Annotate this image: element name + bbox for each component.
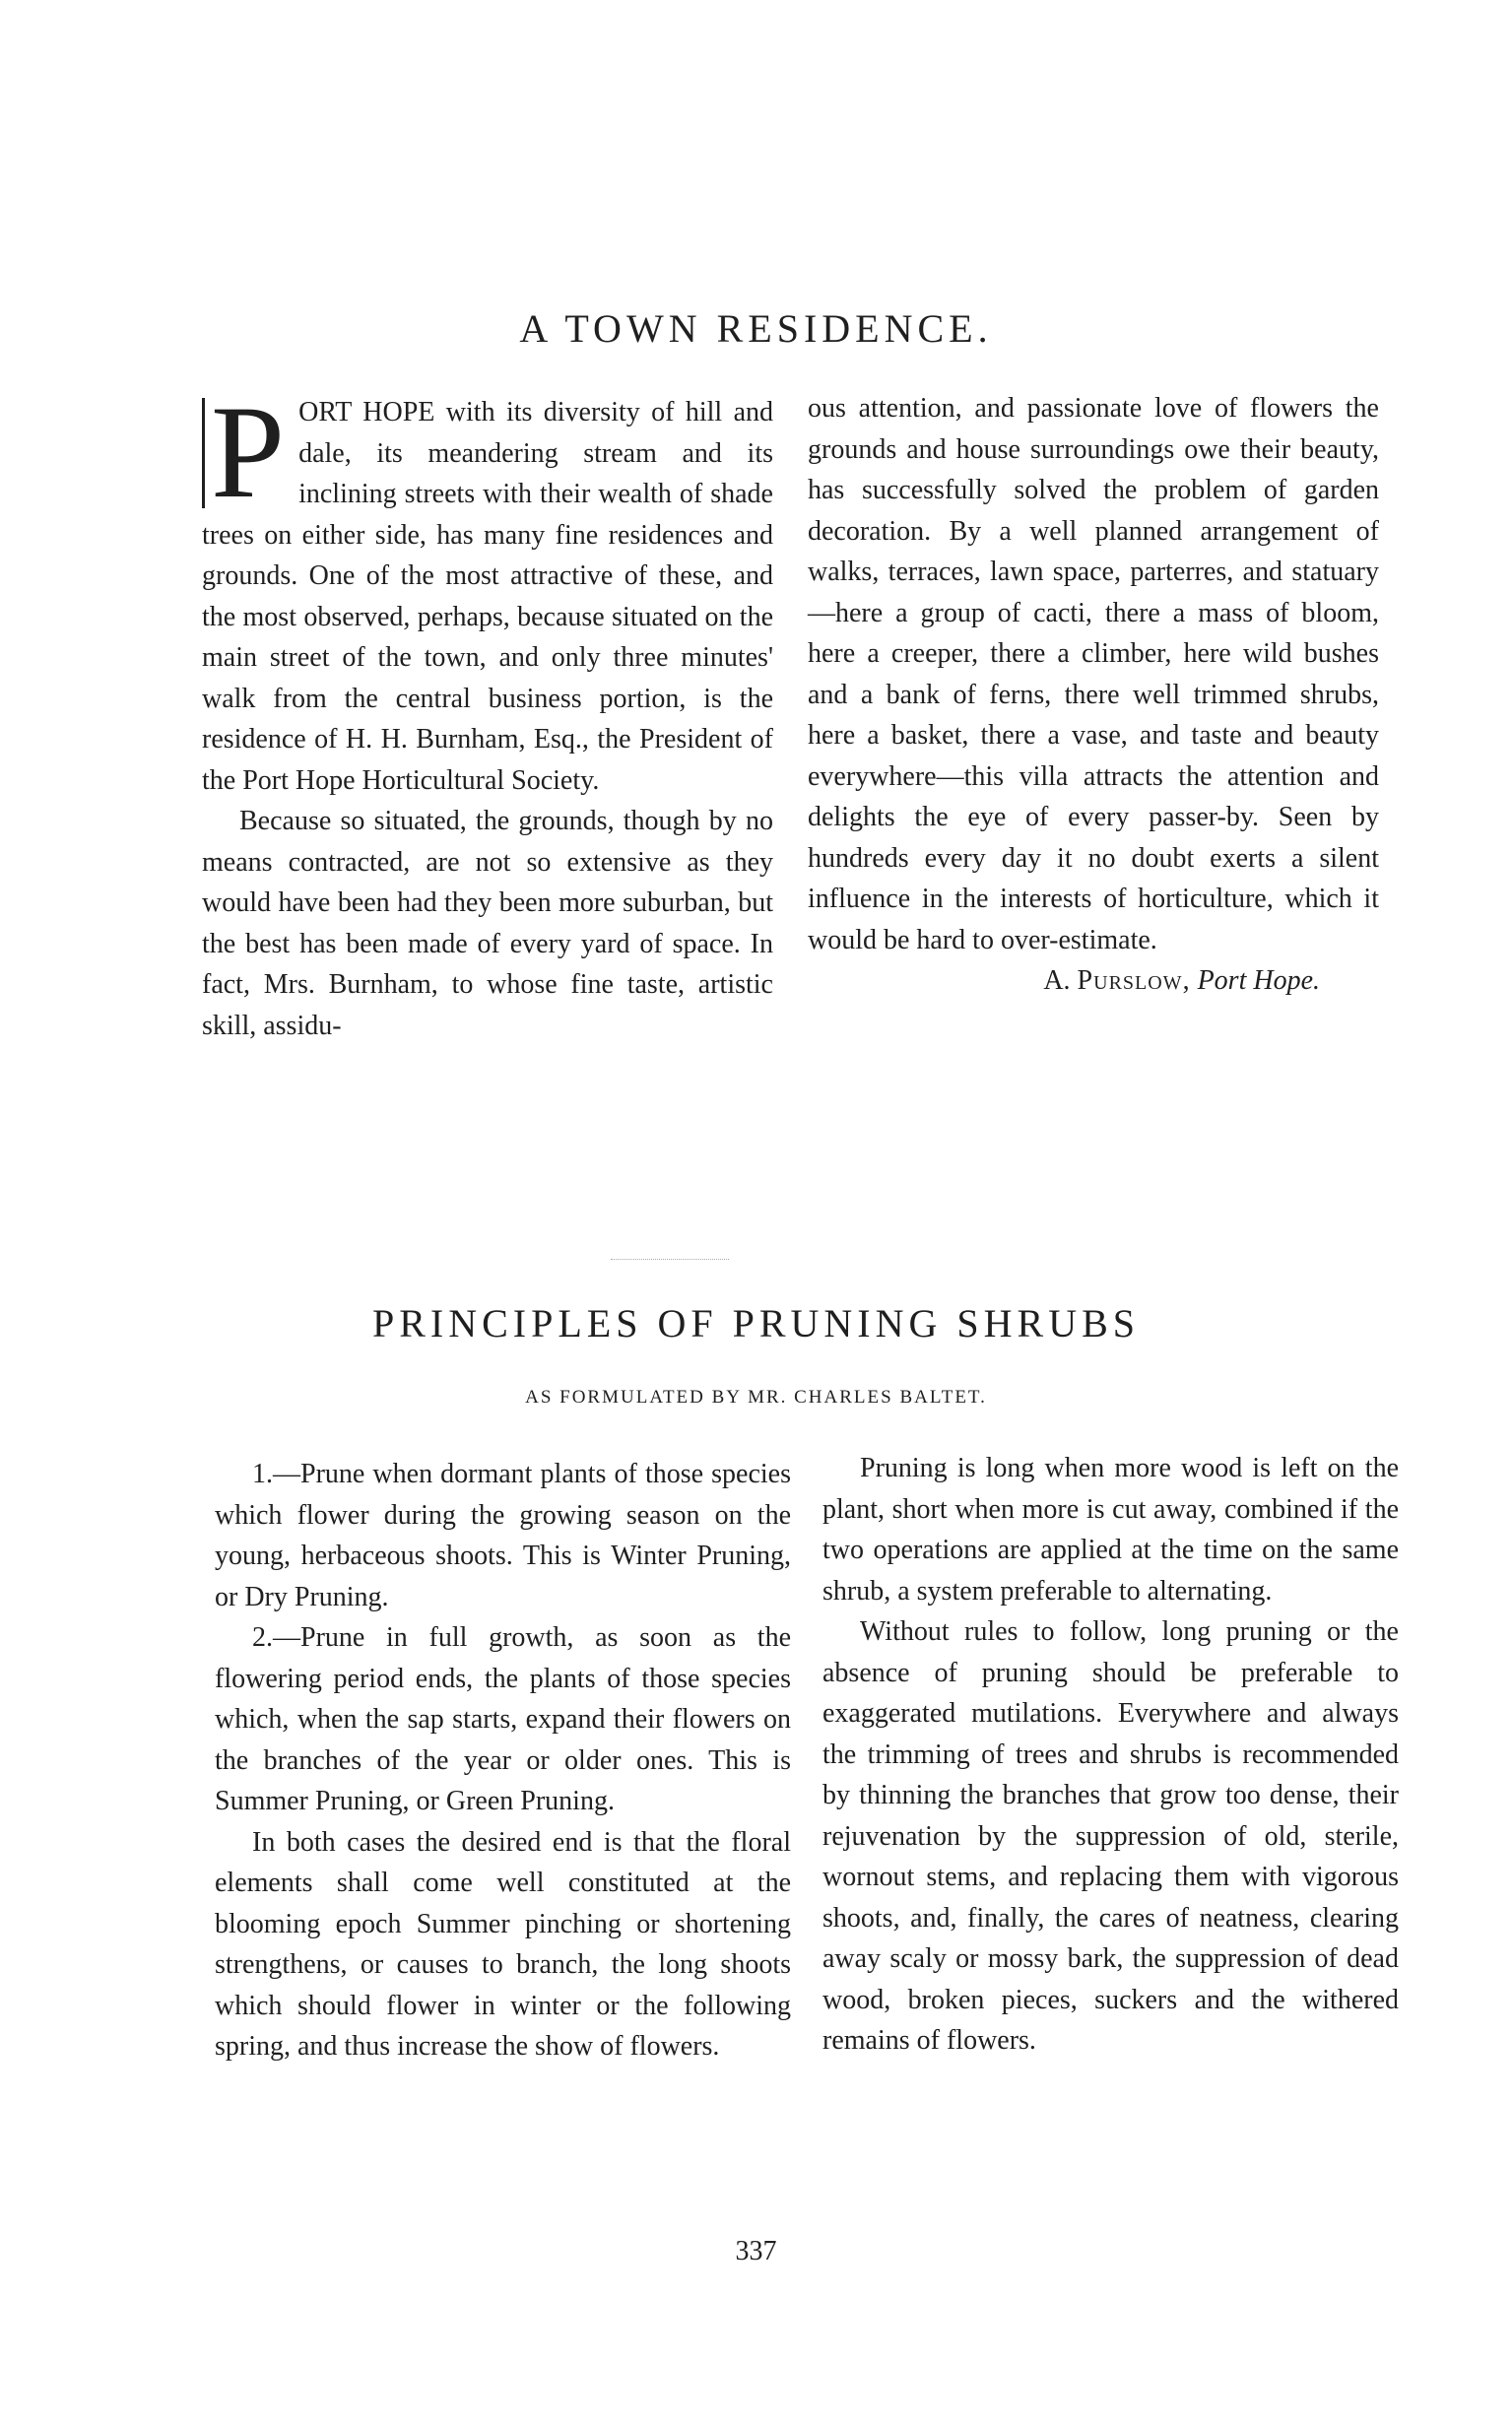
article1-paragraph-2: Because so situated, the grounds, though by no means contracted, are not so extensive as they would have been had they been more suburban, but the best has been made of every yard of space. In fact, Mrs. Burnham, to whose fine taste, artistic skill, assidu-	[202, 806, 773, 1041]
article2-column-right	[822, 1448, 1399, 2062]
paragraph-text: with its diversity of hill and dale, its meandering stream and its inclining streets with their wealth of shade trees on either side, has many fine residences and grounds. One of the most attractive of these, and the most observed, perhaps, because situated on the main street of the town, and only three minutes' walk from the central business portion, is the residence of H. H. Burnham, Esq., the President of the Port Hope Horticultural Society.	[202, 397, 773, 796]
article-subtitle: AS FORMULATED BY MR. CHARLES BALTET.	[525, 1387, 987, 1408]
author-signature	[808, 960, 1379, 1002]
signature-initial: A.	[1043, 965, 1078, 996]
rule-1-paragraph: 1.—Prune when dormant plants of those species which flower during the growing season on the young, herbaceous shoots. This is Winter Pruning, or Dry Pruning.	[215, 1459, 791, 1612]
article-title-town-residence: A TOWN RESIDENCE.	[519, 306, 993, 351]
signature-name: Purslow,	[1077, 965, 1191, 996]
drop-cap-letter: P	[202, 398, 285, 508]
article2-paragraph-3: In both cases the desired end is that the floral elements shall come well constituted at the blooming epoch Summer pinching or shortening strengthens, or causes to branch, the long shoots which should flower in winter or the following spring, and thus increase the show of flowers.	[215, 1826, 791, 2062]
article2-column-left	[215, 1454, 791, 2067]
lead-words: ORT HOPE	[298, 397, 435, 427]
page-number: 337	[735, 2236, 777, 2266]
signature-place: Port Hope.	[1197, 965, 1320, 996]
article1-column-right	[808, 388, 1379, 1002]
article2-paragraph-4: Pruning is long when more wood is left on the plant, short when more is cut away, combined if the two operations are applied at the time on the same shrub, a system preferable to alternating.	[822, 1453, 1399, 1607]
article2-paragraph-5: Without rules to follow, long pruning or the absence of pruning should be preferable to exaggerated mutilations. Everywhere and always the trimming of trees and shrubs is recommended by thinning the branches that grow too dense, their rejuvenation by the suppression of old, sterile, wornout stems, and replacing them with vigorous shoots, and, finally, the cares of neatness, clearing away scaly or mossy bark, the suppression of dead wood, broken pieces, suckers and the withered remains of flowers.	[822, 1616, 1399, 2056]
article-title-pruning-shrubs: PRINCIPLES OF PRUNING SHRUBS	[371, 1301, 1141, 1345]
article1-column-left	[202, 379, 773, 1046]
rule-2-paragraph: 2.—Prune in full growth, as soon as the flowering period ends, the plants of those species which, when the sap starts, expand their flowers on the branches of the year or older ones. This is Summer Pruning, or Green Pruning.	[215, 1622, 791, 1816]
article1-paragraph-1	[202, 379, 773, 801]
article1-paragraph-3: ous attention, and passionate love of flowers the grounds and house surroundings owe their beauty, has successfully solved the problem of garden decoration. By a well planned arrangement of walks, terraces, lawn space, parterres, and statuary—here a group of cacti, there a mass of bloom, here a creeper, there a climber, here wild bushes and a bank of ferns, there well trimmed shrubs, here a basket, there a vase, and taste and beauty everywhere—this villa attracts the attention and delights the eye of every passer-by. Seen by hundreds every day it no doubt exerts a silent influence in the interests of horticulture, which it would be hard to over-estimate.	[808, 393, 1379, 955]
section-divider	[611, 1259, 729, 1260]
